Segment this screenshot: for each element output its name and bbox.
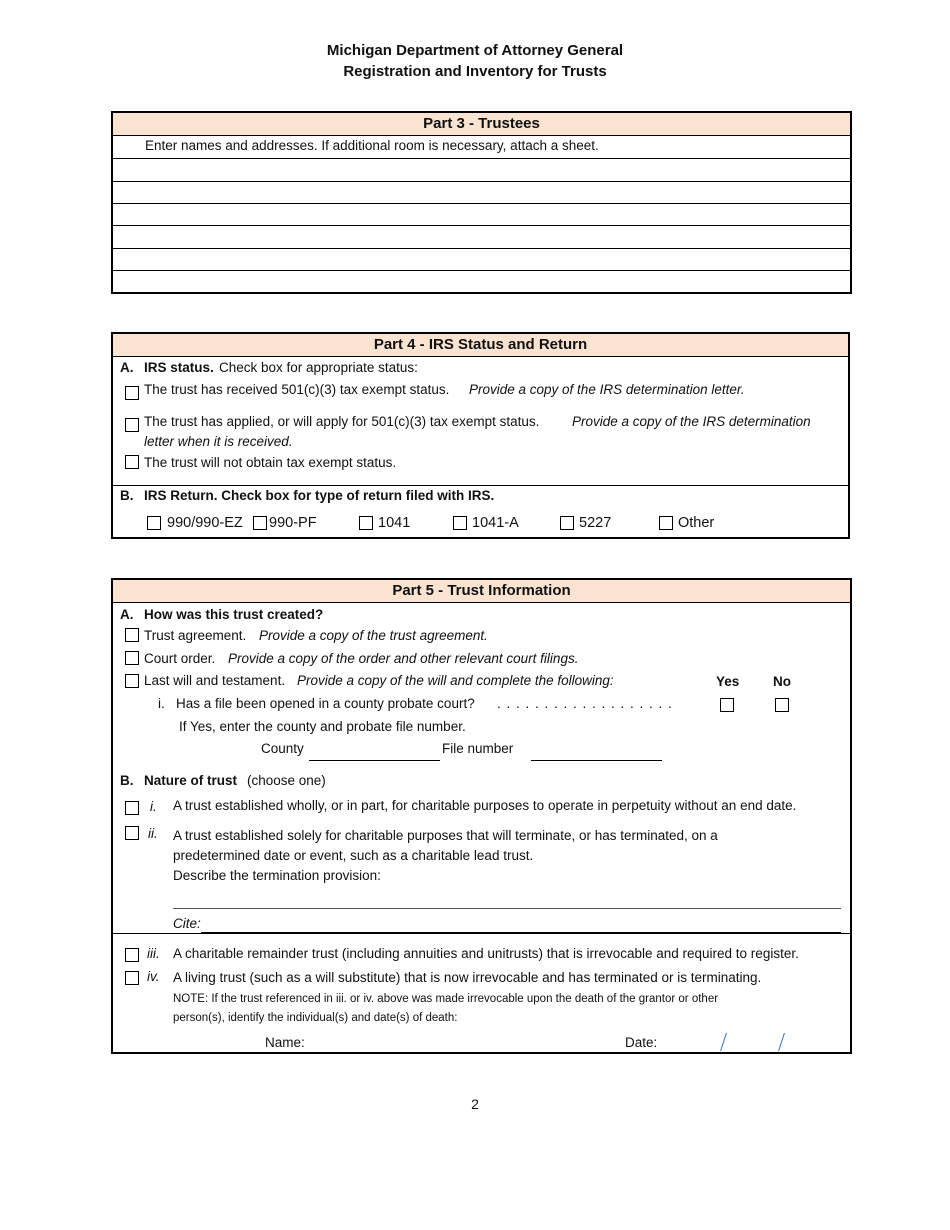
- part3-section: [111, 111, 852, 294]
- form-agency-title: Michigan Department of Attorney General: [326, 42, 624, 59]
- trustee-entry-row-4[interactable]: [113, 226, 850, 248]
- question-probate-text: Has a file been opened in a county probate court?: [176, 696, 475, 711]
- death-name-label: Name:: [265, 1035, 305, 1050]
- part4-b-label: B.: [120, 488, 134, 503]
- return-990-label: 990/990-EZ: [167, 515, 243, 531]
- irrevocable-note-line1: NOTE: If the trust referenced in iii. or iv. above was made irrevocable upon the death of the grantor or other: [173, 993, 719, 1005]
- status-applied-note-cont: letter when it is received.: [144, 434, 293, 449]
- yes-column-label: Yes: [716, 674, 740, 689]
- nature-terminating-text: A trust established solely for charitable purposes that will terminate, or has terminated, on a: [173, 828, 718, 843]
- status-received-checkbox[interactable]: [125, 386, 139, 400]
- return-990-checkbox[interactable]: [147, 516, 161, 530]
- date-separator: [720, 1033, 727, 1051]
- irs-status-instruction: Check box for appropriate status:: [219, 360, 418, 375]
- probate-yes-checkbox[interactable]: [720, 698, 734, 712]
- return-990pf-checkbox[interactable]: [253, 516, 267, 530]
- nature-ii-number: ii.: [148, 826, 158, 841]
- created-will-checkbox[interactable]: [125, 674, 139, 688]
- created-court-order-text: Court order.: [144, 651, 216, 666]
- trustee-entry-row-3[interactable]: [113, 204, 850, 225]
- nature-living-text: A living trust (such as a will substitute) that is now irrevocable and has terminated or is terminating.: [173, 970, 762, 985]
- return-990pf-label: 990-PF: [269, 515, 317, 531]
- death-date-label: Date:: [625, 1035, 658, 1050]
- return-1041a-checkbox[interactable]: [453, 516, 467, 530]
- nature-iii-number: iii.: [147, 946, 160, 961]
- cite-field[interactable]: [201, 915, 841, 933]
- termination-provision-label: Describe the termination provision:: [173, 868, 381, 883]
- part5-a-label: A.: [120, 607, 134, 622]
- part4-a-label: A.: [120, 360, 134, 375]
- part5-b-label: B.: [120, 773, 134, 788]
- part4-section: [111, 332, 850, 539]
- part3-title: Part 3 - Trustees: [113, 113, 850, 136]
- if-yes-instruction: If Yes, enter the county and probate file number.: [179, 719, 466, 734]
- probate-no-checkbox[interactable]: [775, 698, 789, 712]
- return-5227-checkbox[interactable]: [560, 516, 574, 530]
- trustee-entry-row-6[interactable]: [113, 271, 850, 292]
- status-received-note: Provide a copy of the IRS determination letter.: [469, 382, 745, 397]
- no-column-label: No: [773, 674, 791, 689]
- date-separator: [778, 1033, 785, 1051]
- divider: [113, 485, 848, 486]
- cite-label: Cite:: [173, 916, 201, 931]
- return-other-label: Other: [678, 515, 715, 531]
- return-1041-label: 1041: [378, 515, 411, 531]
- status-applied-text: The trust has applied, or will apply for 501(c)(3) tax exempt status.: [144, 414, 540, 429]
- created-agreement-checkbox[interactable]: [125, 628, 139, 642]
- irs-return-heading: IRS Return. Check box for type of return filed with IRS.: [144, 488, 495, 503]
- status-applied-checkbox[interactable]: [125, 418, 139, 432]
- created-agreement-text: Trust agreement.: [144, 628, 247, 643]
- nature-perpetuity-checkbox[interactable]: [125, 801, 139, 815]
- trustee-entry-row-2[interactable]: [113, 182, 850, 203]
- file-number-label: File number: [442, 741, 514, 756]
- status-none-checkbox[interactable]: [125, 455, 139, 469]
- return-other-checkbox[interactable]: [659, 516, 673, 530]
- county-label: County: [261, 741, 304, 756]
- irs-status-heading: IRS status.: [144, 360, 214, 375]
- nature-living-checkbox[interactable]: [125, 971, 139, 985]
- trustee-entry-row-5[interactable]: [113, 249, 850, 270]
- part3-instruction: Enter names and addresses. If additional room is necessary, attach a sheet.: [145, 138, 599, 153]
- created-agreement-note: Provide a copy of the trust agreement.: [259, 628, 488, 643]
- nature-terminating-text-cont: predetermined date or event, such as a charitable lead trust.: [173, 848, 534, 863]
- file-number-field[interactable]: [531, 742, 662, 761]
- status-applied-note: Provide a copy of the IRS determination: [572, 414, 811, 429]
- nature-choose-one: (choose one): [247, 773, 326, 788]
- termination-provision-field[interactable]: [173, 890, 841, 909]
- death-name-field[interactable]: [313, 1032, 613, 1052]
- trust-created-heading: How was this trust created?: [144, 607, 324, 622]
- question-i-number: i.: [158, 696, 165, 711]
- status-none-text: The trust will not obtain tax exempt status.: [144, 455, 397, 470]
- return-1041-checkbox[interactable]: [359, 516, 373, 530]
- form-title: Registration and Inventory for Trusts: [343, 63, 607, 80]
- page-number: 2: [471, 1096, 479, 1112]
- created-will-text: Last will and testament.: [144, 673, 286, 688]
- nature-heading: Nature of trust: [144, 773, 238, 788]
- death-date-field[interactable]: [669, 1032, 839, 1052]
- created-will-note: Provide a copy of the will and complete the following:: [297, 673, 614, 688]
- created-court-order-note: Provide a copy of the order and other relevant court filings.: [228, 651, 579, 666]
- nature-terminating-checkbox[interactable]: [125, 826, 139, 840]
- part4-title: Part 4 - IRS Status and Return: [113, 334, 848, 357]
- return-5227-label: 5227: [579, 515, 612, 531]
- irrevocable-note-line2: person(s), identify the individual(s) and date(s) of death:: [173, 1012, 458, 1024]
- nature-remainder-text: A charitable remainder trust (including annuities and unitrusts) that is irrevocable and required to register.: [173, 946, 799, 961]
- created-court-order-checkbox[interactable]: [125, 651, 139, 665]
- nature-remainder-checkbox[interactable]: [125, 948, 139, 962]
- return-1041a-label: 1041-A: [472, 515, 519, 531]
- part5-section: [111, 578, 852, 1054]
- nature-perpetuity-text: A trust established wholly, or in part, for charitable purposes to operate in perpetuity without an end date.: [173, 798, 797, 813]
- part5-title: Part 5 - Trust Information: [113, 580, 850, 603]
- county-field[interactable]: [309, 742, 440, 761]
- divider: [113, 933, 850, 934]
- status-received-text: The trust has received 501(c)(3) tax exempt status.: [144, 382, 450, 397]
- nature-iv-number: iv.: [147, 969, 160, 984]
- trustee-entry-row-1[interactable]: [113, 159, 850, 181]
- nature-i-number: i.: [150, 799, 157, 814]
- question-probate-leader: . . . . . . . . . . . . . . . . . . .: [497, 696, 673, 711]
